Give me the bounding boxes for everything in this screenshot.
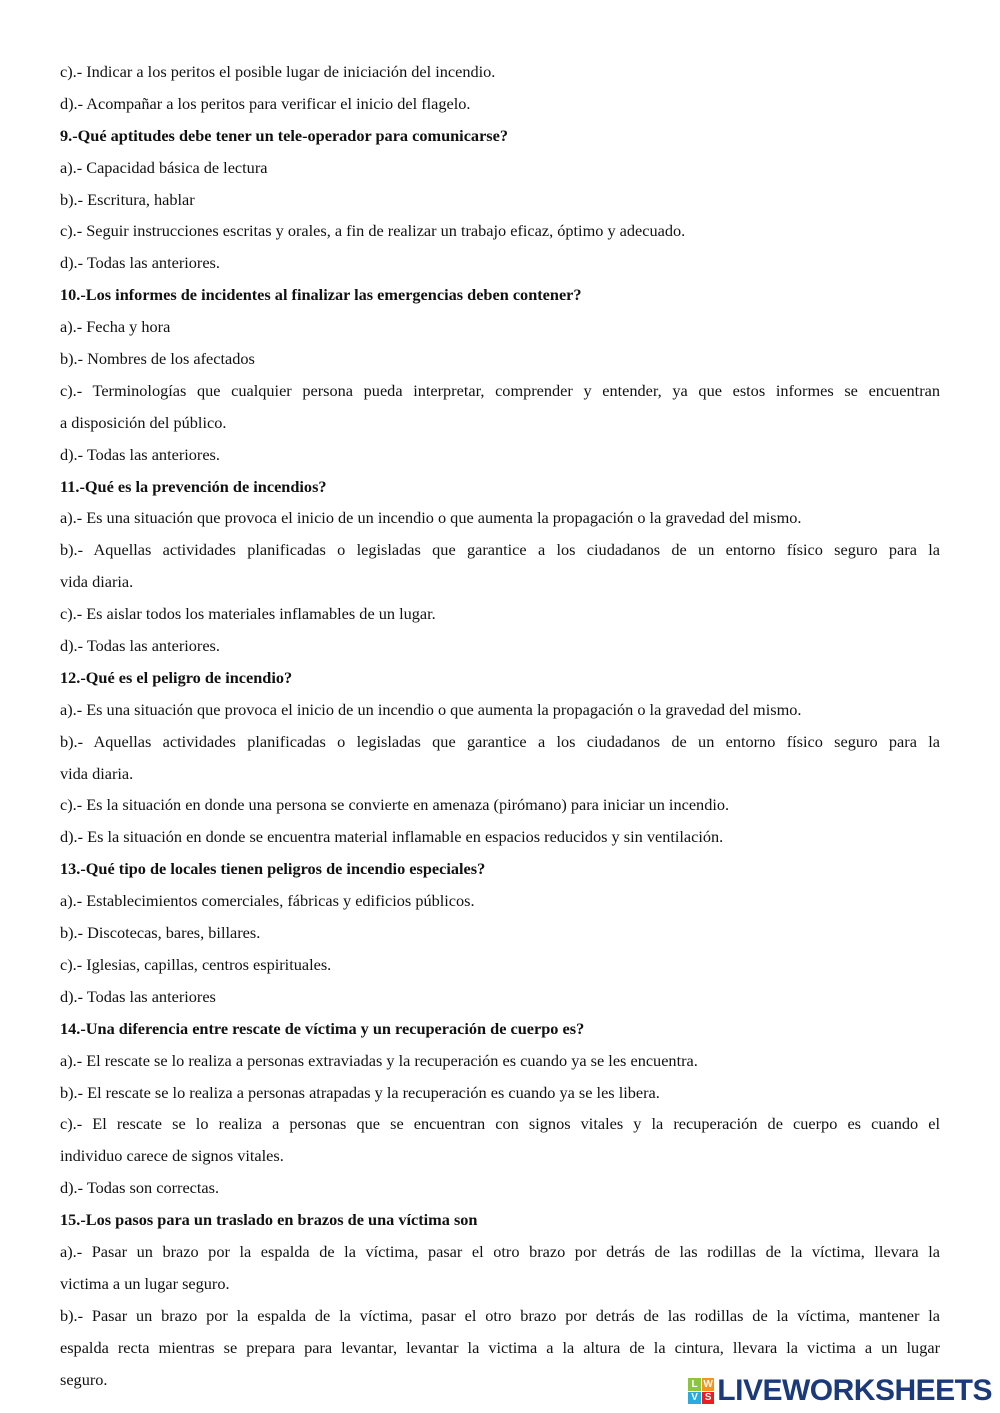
question-heading: 10.-Los informes de incidentes al finalizar las emergencias deben contener? <box>60 285 582 305</box>
answer-option-line: a disposición del público. <box>60 412 227 432</box>
worksheet-page <box>60 56 940 1395</box>
answer-option-line: d).- Todas las anteriores. <box>60 253 220 273</box>
question-heading: 14.-Una diferencia entre rescate de víctima y un recuperación de cuerpo es? <box>60 1018 585 1038</box>
answer-option-line: a).- Fecha y hora <box>60 317 171 337</box>
question-heading: 15.-Los pasos para un traslado en brazos de una víctima son <box>60 1210 478 1230</box>
question-heading: 13.-Qué tipo de locales tienen peligros de incendio especiales? <box>60 859 486 879</box>
answer-option-line: b).- Discotecas, bares, billares. <box>60 923 261 943</box>
watermark-text: LIVEWORKSHEETS <box>717 1374 992 1407</box>
answer-option-line: a).- El rescate se lo realiza a personas extraviadas y la recuperación es cuando ya se les encuentra. <box>60 1050 698 1070</box>
question-heading: 12.-Qué es el peligro de incendio? <box>60 667 293 687</box>
answer-option-line: c).- Es aislar todos los materiales inflamables de un lugar. <box>60 604 436 624</box>
answer-option-line: b).- Aquellas actividades planificadas o legisladas que garantice a los ciudadanos de un entorno físico seguro para la <box>60 731 940 751</box>
answer-option-line: b).- Nombres de los afectados <box>60 349 255 369</box>
answer-option-line: d).- Todas son correctas. <box>60 1178 220 1198</box>
answer-option-line: b).- Aquellas actividades planificadas o legisladas que garantice a los ciudadanos de un entorno físico seguro para la <box>60 540 940 560</box>
question-heading: 11.-Qué es la prevención de incendios? <box>60 476 327 496</box>
answer-option-line: b).- El rescate se lo realiza a personas atrapadas y la recuperación es cuando ya se les libera. <box>60 1082 660 1102</box>
answer-option-line: c).- El rescate se lo realiza a personas que se encuentran con signos vitales y la recuperación de cuerpo es cuando el <box>60 1114 940 1134</box>
liveworksheets-watermark <box>688 1373 992 1409</box>
answer-option-line: c).- Es la situación en donde una persona se convierte en amenaza (pirómano) para iniciar un incendio. <box>60 795 730 815</box>
answer-option-line: seguro. <box>60 1369 108 1389</box>
answer-option-line: c).- Indicar a los peritos el posible lugar de iniciación del incendio. <box>60 62 496 81</box>
answer-option-line: victima a un lugar seguro. <box>60 1273 230 1293</box>
answer-option-line: d).- Acompañar a los peritos para verificar el inicio del flagelo. <box>60 93 471 113</box>
answer-option-line: c).- Terminologías que cualquier persona pueda interpretar, comprender y entender, ya que estos informes se encuentran <box>60 380 940 400</box>
answer-option-line: d).- Todas las anteriores. <box>60 636 220 656</box>
answer-option-line: a).- Es una situación que provoca el inicio de un incendio o que aumenta la propagación o la gravedad del mismo. <box>60 508 802 528</box>
answer-option-line: b).- Pasar un brazo por la espalda de la víctima, pasar el otro brazo por detrás de las rodillas de la víctima, mantener la <box>60 1305 940 1325</box>
answer-option-line: a).- Es una situación que provoca el inicio de un incendio o que aumenta la propagación o la gravedad del mismo. <box>60 699 802 719</box>
answer-option-line: individuo carece de signos vitales. <box>60 1146 284 1166</box>
answer-option-line: c).- Seguir instrucciones escritas y orales, a fin de realizar un trabajo eficaz, óptimo y adecuado. <box>60 221 686 241</box>
answer-option-line: a).- Capacidad básica de lectura <box>60 157 268 177</box>
answer-option-line: vida diaria. <box>60 572 134 592</box>
answer-option-line: d).- Es la situación en donde se encuentra material inflamable en espacios reducidos y sin ventilación. <box>60 827 724 847</box>
answer-option-line: vida diaria. <box>60 763 134 783</box>
answer-option-line: c).- Iglesias, capillas, centros espirituales. <box>60 954 332 974</box>
answer-option-line: b).- Escritura, hablar <box>60 189 195 209</box>
answer-option-line: d).- Todas las anteriores <box>60 986 216 1006</box>
answer-option-line: d).- Todas las anteriores. <box>60 444 220 464</box>
answer-option-line: a).- Establecimientos comerciales, fábricas y edificios públicos. <box>60 891 475 911</box>
answer-option-line: a).- Pasar un brazo por la espalda de la víctima, pasar el otro brazo por detrás de las rodillas de la víctima, llevara la <box>60 1241 940 1261</box>
question-heading: 9.-Qué aptitudes debe tener un tele-operador para comunicarse? <box>60 125 508 145</box>
answer-option-line: espalda recta mientras se prepara para levantar, levantar la victima a la altura de la cintura, llevara la victima a un lugar <box>60 1337 940 1357</box>
liveworksheets-logo-icon: L W V S <box>688 1378 714 1404</box>
